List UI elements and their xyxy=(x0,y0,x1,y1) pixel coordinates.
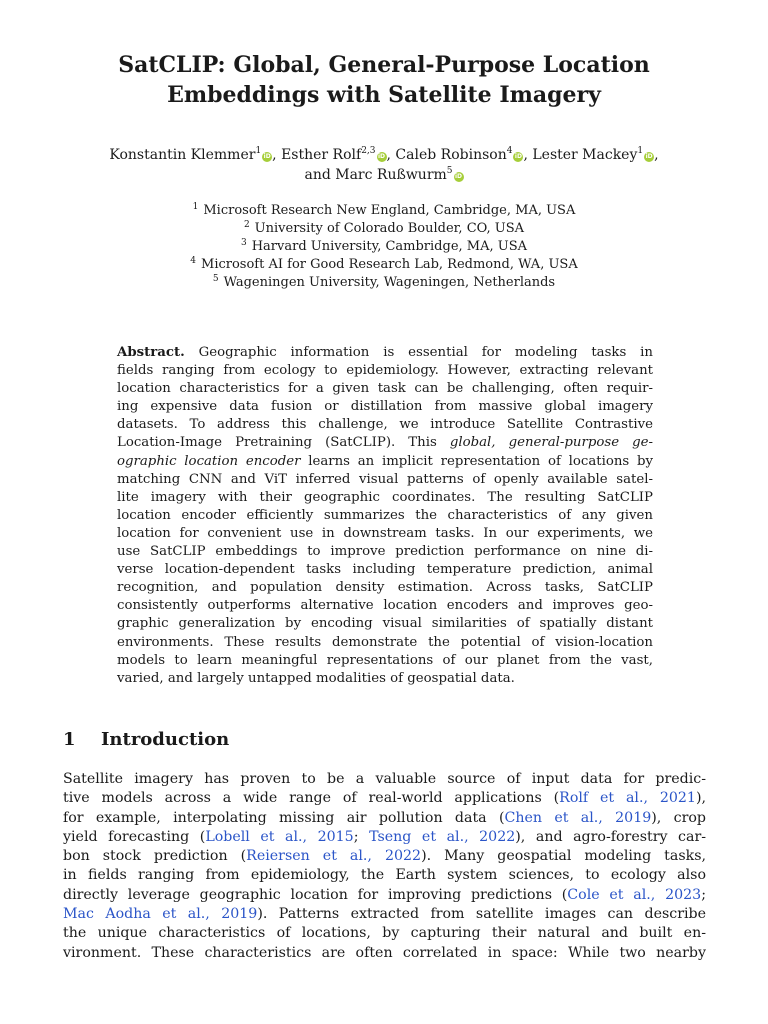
affiliation-text: University of Colorado Boulder, CO, USA xyxy=(254,221,525,236)
citation-link[interactable]: Rolf et al., 2021 xyxy=(559,790,696,807)
abstract-line: location for convenient use in downstream tasks. In our experiments, we xyxy=(117,525,653,541)
body-text: for example, interpolating missing air pollution data ( xyxy=(63,809,505,826)
affiliation-number: 5 xyxy=(212,274,219,284)
author-affil-marker: 2,3 xyxy=(361,146,376,156)
abstract-line xyxy=(117,453,653,471)
abstract-line: environments. These results demonstrate the potential of vision-location xyxy=(117,634,653,650)
affiliation-number: 2 xyxy=(243,220,250,230)
abstract-line: lite imagery with their geographic coordinates. The resulting SatCLIP xyxy=(117,489,653,505)
abstract-line: recognition, and population density estimation. Across tasks, SatCLIP xyxy=(117,580,653,596)
author-list xyxy=(40,145,728,185)
abstract-line: location characteristics for a given task can be challenging, often requir- xyxy=(117,381,653,397)
affiliation-text: Harvard University, Cambridge, MA, USA xyxy=(251,239,527,254)
abstract-emphasis: global, general-purpose ge- xyxy=(449,435,653,451)
author-name: Lester Mackey xyxy=(532,147,638,163)
abstract-line: models to learn meaningful representations of our planet from the vast, xyxy=(117,652,653,668)
abstract-line: location encoder efficiently summarizes the characteristics of any given xyxy=(117,507,653,523)
citation-link[interactable]: Chen et al., 2019 xyxy=(504,809,652,826)
orcid-icon[interactable]: iD xyxy=(645,153,653,160)
abstract-line: datasets. To address this challenge, we introduce Satellite Contrastive xyxy=(117,417,653,433)
body-line xyxy=(63,847,706,866)
abstract-line: varied, and largely untapped modalities of geospatial data. xyxy=(117,670,515,686)
section-title: Introduction xyxy=(101,729,230,750)
abstract-text: learns an implicit representation of locations by xyxy=(300,453,654,469)
author-name: Caleb Robinson xyxy=(395,147,507,163)
citation-link[interactable]: Reiersen et al., 2022 xyxy=(246,848,422,865)
orcid-icon[interactable]: iD xyxy=(455,173,463,180)
affiliation-number: 1 xyxy=(192,202,199,212)
author-line-2 xyxy=(40,165,728,185)
body-text: ), crop xyxy=(651,809,707,826)
body-line: the unique characteristics of locations, by capturing their natural and built en- xyxy=(63,925,706,942)
body-text: ). Many geospatial modeling tasks, xyxy=(421,848,706,865)
body-line xyxy=(63,905,706,924)
body-text: yield forecasting ( xyxy=(63,828,206,845)
body-line xyxy=(63,789,706,808)
author-affil-marker: 5 xyxy=(446,166,453,176)
abstract-line xyxy=(117,344,653,362)
affiliation xyxy=(40,220,728,238)
author-name: Esther Rolf xyxy=(281,147,362,163)
affiliation-text: Microsoft Research New England, Cambridge, MA, USA xyxy=(203,203,576,218)
body-line xyxy=(63,886,706,905)
citation-link[interactable]: Lobell et al., 2015 xyxy=(205,828,354,845)
abstract-label: Abstract. xyxy=(117,345,185,360)
body-text: tive models across a wide range of real-world applications ( xyxy=(63,790,560,807)
body-text: ; xyxy=(701,886,706,903)
affiliation xyxy=(40,202,728,220)
abstract-line xyxy=(117,434,653,452)
affiliation xyxy=(40,238,728,256)
abstract-line: graphic generalization by encoding visual similarities of spatially distant xyxy=(117,616,653,632)
body-text: bon stock prediction ( xyxy=(63,848,247,865)
affiliation xyxy=(40,256,728,274)
title-line-1: SatCLIP: Global, General-Purpose Location xyxy=(118,52,650,78)
section-heading xyxy=(63,728,713,752)
author-name: Konstantin Klemmer xyxy=(109,147,256,163)
orcid-icon[interactable]: iD xyxy=(377,153,386,160)
abstract-line: matching CNN and ViT inferred visual patterns of openly available satel- xyxy=(117,471,653,487)
body-text: ; xyxy=(353,828,370,845)
paper-title xyxy=(40,50,728,110)
body-text: ), xyxy=(695,790,706,807)
orcid-icon[interactable]: iD xyxy=(263,153,271,160)
author-joiner: and xyxy=(304,167,331,183)
citation-link[interactable]: Tseng et al., 2022 xyxy=(369,828,516,845)
author-affil-marker: 1 xyxy=(255,146,262,156)
body-line: vironment. These characteristics are often correlated in space: While two nearby xyxy=(63,944,706,961)
body-text: ). Patterns extracted from satellite images can describe xyxy=(257,906,707,923)
section-number: 1 xyxy=(63,729,76,750)
abstract-text: Geographic information is essential for modeling tasks in xyxy=(198,345,653,360)
author-line-1: Konstantin Klemmer$^1$iD, Esther Rolf$^{2,3}$iD, Caleb Robinson$^4$iD, Lester Mackey$^1$iD, xyxy=(109,146,659,163)
affiliation-list xyxy=(40,202,728,292)
abstract-text: Location-Image Pretraining (SatCLIP). This xyxy=(117,435,450,451)
body-line xyxy=(63,828,706,847)
body-line: Satellite imagery has proven to be a valuable source of input data for predic- xyxy=(63,771,706,787)
affiliation-number: 4 xyxy=(190,256,197,266)
body-text: ), and agro-forestry car- xyxy=(515,828,707,845)
affiliation-text: Wageningen University, Wageningen, Netherlands xyxy=(223,275,556,290)
affiliation xyxy=(40,274,728,292)
author-affil-marker: 1 xyxy=(637,146,644,156)
abstract-line: fields ranging from ecology to epidemiology. However, extracting relevant xyxy=(117,363,653,379)
affiliation-text: Microsoft AI for Good Research Lab, Redmond, WA, USA xyxy=(201,257,578,272)
abstract-line: verse location-dependent tasks including temperature prediction, animal xyxy=(117,562,653,578)
author-affil-marker: 4 xyxy=(506,146,513,156)
citation-link[interactable]: Mac Aodha et al., 2019 xyxy=(63,906,258,923)
introduction-paragraph xyxy=(63,770,706,963)
orcid-icon[interactable]: iD xyxy=(514,153,522,160)
abstract-line: consistently outperforms alternative location encoders and improves geo- xyxy=(117,598,653,614)
abstract-line: ing expensive data fusion or distillation from massive global imagery xyxy=(117,399,653,415)
title-line-2: Embeddings with Satellite Imagery xyxy=(167,82,601,108)
body-line: in fields ranging from epidemiology, the Earth system sciences, to ecology also xyxy=(63,867,706,884)
citation-link[interactable]: Cole et al., 2023 xyxy=(567,886,702,903)
abstract xyxy=(117,344,653,688)
body-line xyxy=(63,809,706,828)
affiliation-number: 3 xyxy=(240,238,247,248)
body-text: directly leverage geographic location for improving predictions ( xyxy=(63,886,568,903)
abstract-line: use SatCLIP embeddings to improve prediction performance on nine di- xyxy=(117,544,653,560)
author-name: Marc Rußwurm xyxy=(335,167,447,183)
abstract-emphasis: ographic location encoder xyxy=(117,453,301,469)
